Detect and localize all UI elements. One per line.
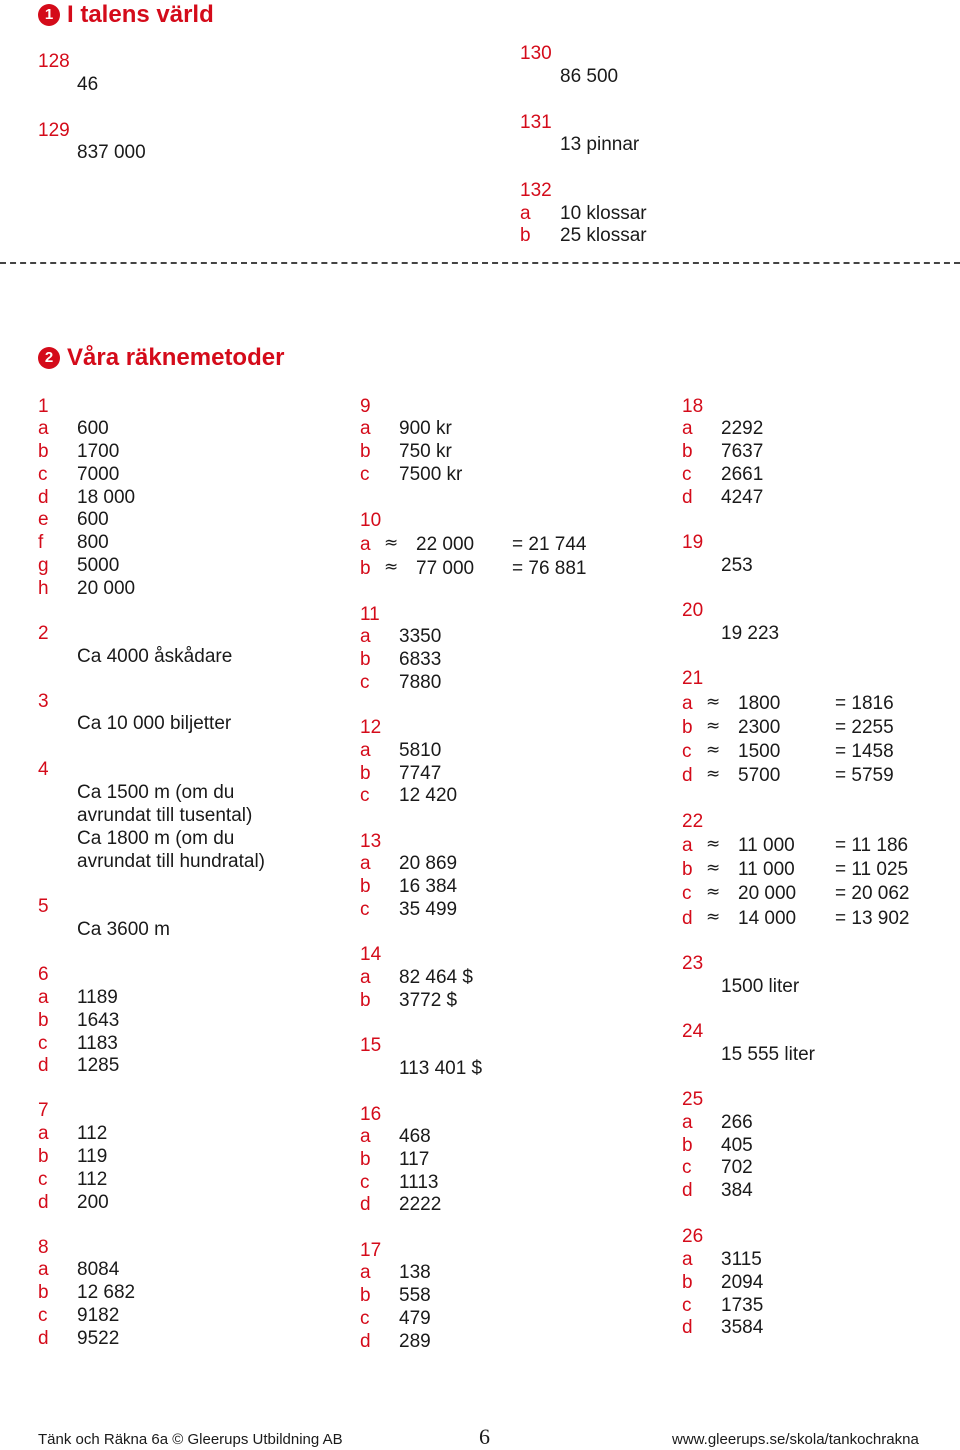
subtask-letter: a [38,987,49,1008]
task-number: 130 [520,43,552,64]
answer-text: 200 [77,1192,109,1213]
exact-value: = 21 744 [512,534,587,555]
task-number: 6 [38,964,49,985]
subtask-letter: c [682,883,692,904]
estimate-value: 14 000 [738,908,797,929]
task-number: 20 [682,600,704,621]
approx-icon: ≈ [384,557,399,577]
task-number: 8 [38,1237,49,1258]
answer-text: 900 kr [399,418,452,439]
subtask-letter: b [360,1285,371,1306]
subtask-letter: e [38,509,49,530]
subtask-letter: a [682,693,693,714]
approx-icon: ≈ [706,858,721,878]
estimate-value: 11 000 [738,859,795,880]
answer-text: 1189 [77,987,118,1008]
answer-text: 253 [721,555,753,576]
answer-text: 1700 [77,441,120,462]
answer-text: 1643 [77,1010,120,1031]
task-number: 7 [38,1100,49,1121]
task-number: 11 [360,604,380,625]
subtask-letter: b [360,649,371,670]
subtask-letter: a [38,1259,49,1280]
exact-value: = 76 881 [512,558,587,579]
subtask-letter: d [38,1192,49,1213]
task-number: 5 [38,896,49,917]
subtask-letter: b [360,876,371,897]
subtask-letter: b [360,558,371,579]
subtask-letter: d [360,1194,371,1215]
answer-text: 112 [77,1123,108,1144]
answer-text: 16 384 [399,876,458,897]
task-number: 26 [682,1226,704,1247]
subtask-letter: a [38,1123,49,1144]
section-2-title: Våra räknemetoder [67,344,285,371]
exact-value: = 5759 [835,765,894,786]
subtask-letter: b [682,1135,693,1156]
task-answer: 837 000 [77,142,146,163]
subtask-letter: a [360,853,371,874]
answer-text: 7000 [77,464,120,485]
answer-text: 2661 [721,464,764,485]
exact-value: = 20 062 [835,883,910,904]
answer-text: 3350 [399,626,442,647]
subtask-letter: d [360,1331,371,1352]
subtask-letter: b [360,990,371,1011]
approx-icon: ≈ [706,882,721,902]
answer-text: 1183 [77,1033,118,1054]
task-number: 12 [360,717,382,738]
estimate-value: 11 000 [738,835,795,856]
task-number: 3 [38,691,49,712]
answer-text: 113 401 $ [399,1058,483,1079]
exact-value: = 11 186 [835,835,909,856]
task-number: 129 [38,120,70,141]
subtask-letter: b [38,1146,49,1167]
answer-text: 289 [399,1331,431,1352]
task-number: 17 [360,1240,382,1261]
subtask-letter: c [360,785,370,806]
subtask-letter: h [38,578,49,599]
subtask-letter: a [682,1249,693,1270]
answer-text: 3584 [721,1317,764,1338]
answer-text: 138 [399,1262,431,1283]
answer-text: 5000 [77,555,120,576]
task-number: 4 [38,759,49,780]
approx-icon: ≈ [384,533,399,553]
answer-text: 750 kr [399,441,452,462]
subtask-letter: a [682,1112,693,1133]
subtask-letter: c [682,1157,692,1178]
approx-icon: ≈ [706,716,721,736]
subtask-letter: c [38,1305,48,1326]
subtask-letter: b [682,1272,693,1293]
task-answer: 46 [77,74,99,95]
answer-text: 5810 [399,740,442,761]
answer-text: 1113 [399,1172,439,1193]
answer-text: 20 000 [77,578,136,599]
approx-icon: ≈ [706,764,721,784]
section-2-heading [38,346,284,370]
subtask-letter: d [682,765,693,786]
subtask-letter: b [682,859,693,880]
footer-book-title: Tänk och Räkna 6a [38,1431,169,1448]
answer-text: 7880 [399,672,442,693]
answer-text: 15 555 liter [721,1044,816,1065]
estimate-value: 1800 [738,693,781,714]
task-number: 131 [520,112,552,133]
subtask-letter: a [360,534,371,555]
subtask-letter: b [682,441,693,462]
section-divider [0,262,960,264]
answer-text: 19 223 [721,623,780,644]
answer-text: 266 [721,1112,753,1133]
subtask-letter: b [682,717,693,738]
subtask-letter: c [38,1169,48,1190]
estimate-value: 1500 [738,741,781,762]
copyright-icon: © [172,1431,184,1448]
task-number: 1 [38,396,49,417]
answer-text: 112 [77,1169,108,1190]
answer-text: Ca 1800 m (om du [77,828,235,849]
subtask-letter: b [360,1149,371,1170]
answer-text: Ca 1500 m (om du [77,782,235,803]
subtask-letter: b [520,225,531,246]
subtask-letter: a [38,418,49,439]
approx-icon: ≈ [706,740,721,760]
answer-text: 479 [399,1308,431,1329]
subtask-letter: b [38,1010,49,1031]
subtask-letter: c [360,1172,370,1193]
page-number: 6 [479,1424,490,1449]
answer-text: Ca 4000 åskådare [77,646,233,667]
task-number: 9 [360,396,371,417]
subtask-letter: g [38,555,49,576]
answer-text: 7747 [399,763,442,784]
answer-text: 558 [399,1285,431,1306]
task-number: 24 [682,1021,704,1042]
answer-text: 3115 [721,1249,762,1270]
answer-text: Ca 3600 m [77,919,170,940]
exact-value: = 13 902 [835,908,910,929]
footer-book-info [38,1432,343,1447]
answer-text: 12 420 [399,785,458,806]
subtask-letter: a [360,740,371,761]
exact-value: = 11 025 [835,859,909,880]
approx-icon: ≈ [706,834,721,854]
task-number: 18 [682,396,704,417]
approx-icon: ≈ [706,692,721,712]
task-number: 25 [682,1089,704,1110]
answer-text: 82 464 $ [399,967,473,988]
subtask-letter: f [38,532,44,553]
subtask-letter: c [360,899,370,920]
answer-text: 7637 [721,441,764,462]
subtask-letter: b [360,763,371,784]
answer-text: 1285 [77,1055,120,1076]
exact-value: = 2255 [835,717,894,738]
subtask-letter: b [360,441,371,462]
answer-text: 117 [399,1149,430,1170]
subtask-letter: a [520,203,531,224]
task-number: 19 [682,532,704,553]
subtask-letter: a [360,1126,371,1147]
answer-text: 20 869 [399,853,458,874]
answer-text: 119 [77,1146,108,1167]
answer-text: 2094 [721,1272,764,1293]
subtask-letter: c [682,1295,692,1316]
subtask-answer: 25 klossar [560,225,647,246]
section-1-heading [38,3,214,27]
answer-text: Ca 10 000 biljetter [77,713,232,734]
answer-text: 702 [721,1157,753,1178]
subtask-letter: c [682,741,692,762]
task-number: 23 [682,953,704,974]
estimate-value: 77 000 [416,558,475,579]
subtask-letter: a [682,418,693,439]
answer-text: 9522 [77,1328,120,1349]
footer-publisher: Gleerups Utbildning AB [187,1431,343,1448]
section-number-badge: 2 [38,347,60,369]
task-number: 21 [682,668,704,689]
answer-text: 8084 [77,1259,120,1280]
subtask-letter: a [360,1262,371,1283]
answer-text: 1500 liter [721,976,800,997]
answer-text: 18 000 [77,487,136,508]
task-number: 132 [520,180,552,201]
answer-text: 6833 [399,649,442,670]
subtask-letter: b [38,1282,49,1303]
task-number: 13 [360,831,382,852]
footer-url[interactable]: www.gleerups.se/skola/tankochrakna [672,1431,919,1448]
subtask-letter: a [360,626,371,647]
answer-text: 405 [721,1135,753,1156]
task-number: 16 [360,1104,382,1125]
subtask-letter: c [682,464,692,485]
exact-value: = 1458 [835,741,894,762]
answer-text: 1735 [721,1295,764,1316]
subtask-letter: d [682,487,693,508]
answer-text: 9182 [77,1305,120,1326]
subtask-letter: a [360,418,371,439]
answer-text: 600 [77,509,109,530]
answer-text: 4247 [721,487,764,508]
task-number: 22 [682,811,704,832]
answer-text: 3772 $ [399,990,458,1011]
answer-text: 12 682 [77,1282,136,1303]
subtask-letter: c [38,1033,48,1054]
answer-text: 600 [77,418,109,439]
estimate-value: 22 000 [416,534,475,555]
task-number: 15 [360,1035,382,1056]
answer-text: 2222 [399,1194,442,1215]
estimate-value: 2300 [738,717,781,738]
estimate-value: 20 000 [738,883,797,904]
answer-text: 35 499 [399,899,458,920]
answer-text: avrundat till hundratal) [77,851,265,872]
subtask-letter: b [38,441,49,462]
approx-icon: ≈ [706,907,721,927]
section-1-title: I talens värld [67,1,214,28]
task-answer: 86 500 [560,66,619,87]
answer-text: 7500 kr [399,464,463,485]
task-number: 128 [38,51,70,72]
subtask-letter: c [360,672,370,693]
subtask-letter: d [682,1317,693,1338]
answer-text: 384 [721,1180,753,1201]
answer-text: 468 [399,1126,431,1147]
subtask-letter: d [38,1328,49,1349]
task-answer: 13 pinnar [560,134,640,155]
estimate-value: 5700 [738,765,781,786]
subtask-answer: 10 klossar [560,203,647,224]
subtask-letter: c [360,464,370,485]
task-number: 10 [360,510,382,531]
subtask-letter: c [360,1308,370,1329]
subtask-letter: c [38,464,48,485]
answer-text: avrundat till tusental) [77,805,253,826]
task-number: 14 [360,944,382,965]
subtask-letter: d [38,1055,49,1076]
answer-text: 2292 [721,418,764,439]
subtask-letter: a [682,835,693,856]
task-number: 2 [38,623,49,644]
exact-value: = 1816 [835,693,894,714]
answer-text: 800 [77,532,109,553]
subtask-letter: d [682,1180,693,1201]
section-number-badge: 1 [38,4,60,26]
subtask-letter: d [38,487,49,508]
subtask-letter: d [682,908,693,929]
subtask-letter: a [360,967,371,988]
